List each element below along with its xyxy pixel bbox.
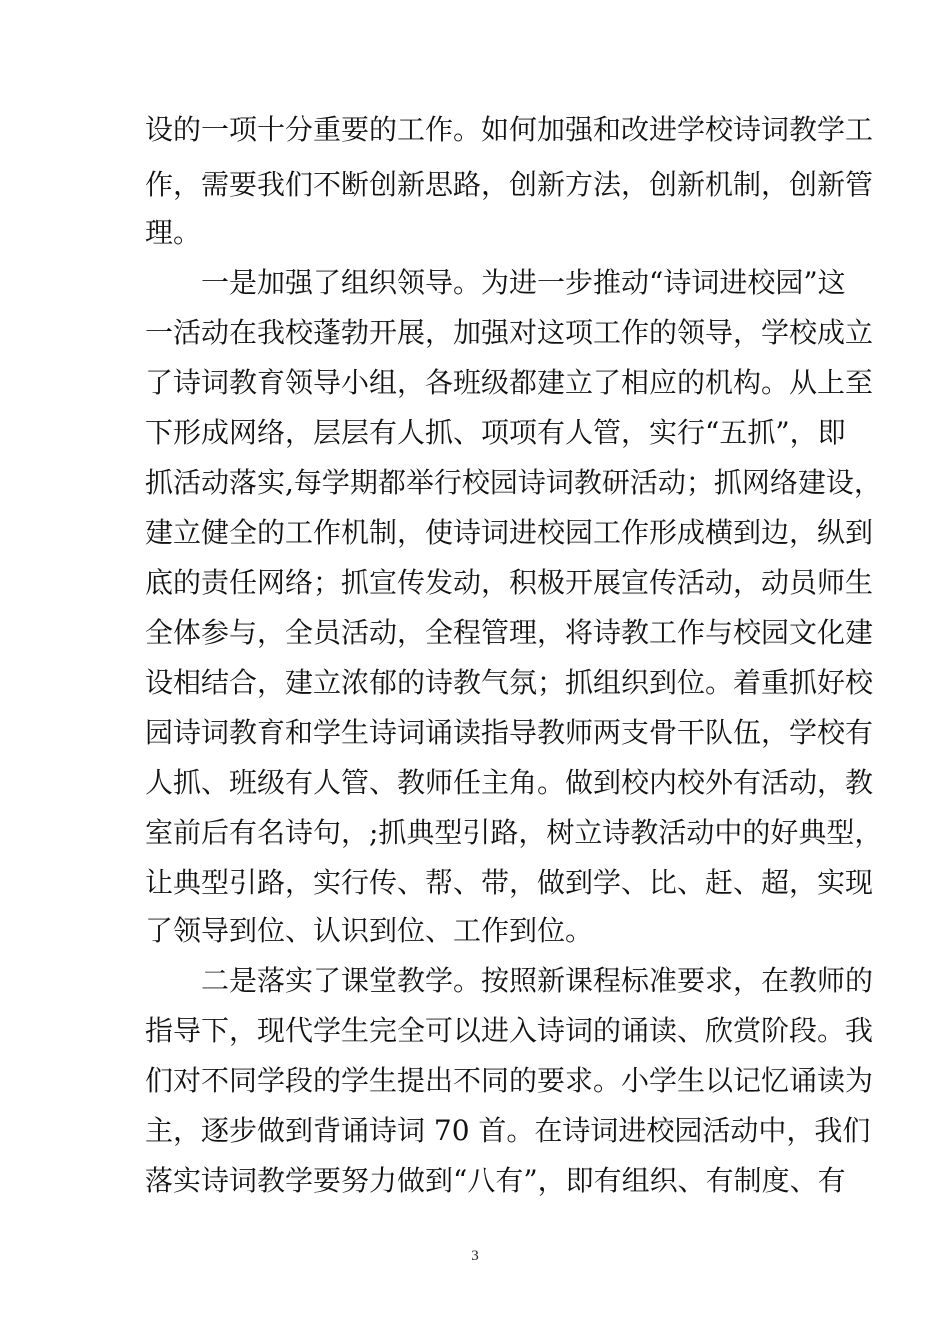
text-line: 设的一项十分重要的工作。如何加强和改进学校诗词教学工 <box>145 113 874 146</box>
text-line: 底的责任网络；抓宣传发动，积极开展宣传活动，动员师生 <box>145 566 874 599</box>
text-line: 了诗词教育领导小组，各班级都建立了相应的机构。从上至 <box>145 366 874 399</box>
text-line: 一活动在我校蓬勃开展，加强对这项工作的领导，学校成立 <box>145 316 874 349</box>
text-line: 建立健全的工作机制，使诗词进校园工作形成横到边，纵到 <box>145 516 874 549</box>
text-line: 指导下，现代学生完全可以进入诗词的诵读、欣赏阶段。我 <box>145 1014 874 1047</box>
text-line: 理。 <box>145 216 202 249</box>
text-line: 落实诗词教学要努力做到“八有”，即有组织、有制度、有 <box>145 1164 846 1197</box>
text-line: 全体参与，全员活动，全程管理，将诗教工作与校园文化建 <box>145 616 874 649</box>
text-line: 二是落实了课堂教学。按照新课程标准要求，在教师的 <box>145 964 874 997</box>
text-line: 设相结合，建立浓郁的诗教气氛；抓组织到位。着重抓好校 <box>145 666 874 699</box>
text-line: 抓活动落实,每学期都举行校园诗词教研活动；抓网络建设， <box>145 466 882 499</box>
text-line: 主，逐步做到背诵诗词 70 首。在诗词进校园活动中，我们 <box>145 1114 871 1147</box>
text-line: 们对不同学段的学生提出不同的要求。小学生以记忆诵读为 <box>145 1064 874 1097</box>
text-line: 了领导到位、认识到位、工作到位。 <box>145 914 594 947</box>
text-line: 室前后有名诗句，;抓典型引路，树立诗教活动中的好典型， <box>145 816 883 849</box>
page-number: 3 <box>471 1248 479 1264</box>
text-line: 人抓、班级有人管、教师任主角。做到校内校外有活动，教 <box>145 766 874 799</box>
text-line: 园诗词教育和学生诗词诵读指导教师两支骨干队伍，学校有 <box>145 716 874 749</box>
text-line: 一是加强了组织领导。为进一步推动“诗词进校园”这 <box>145 266 846 299</box>
text-line: 下形成网络，层层有人抓、项项有人管，实行“五抓”，即 <box>145 416 846 449</box>
text-line: 让典型引路，实行传、帮、带，做到学、比、赶、超，实现 <box>145 866 874 899</box>
text-line: 作，需要我们不断创新思路，创新方法，创新机制，创新管 <box>145 168 874 201</box>
